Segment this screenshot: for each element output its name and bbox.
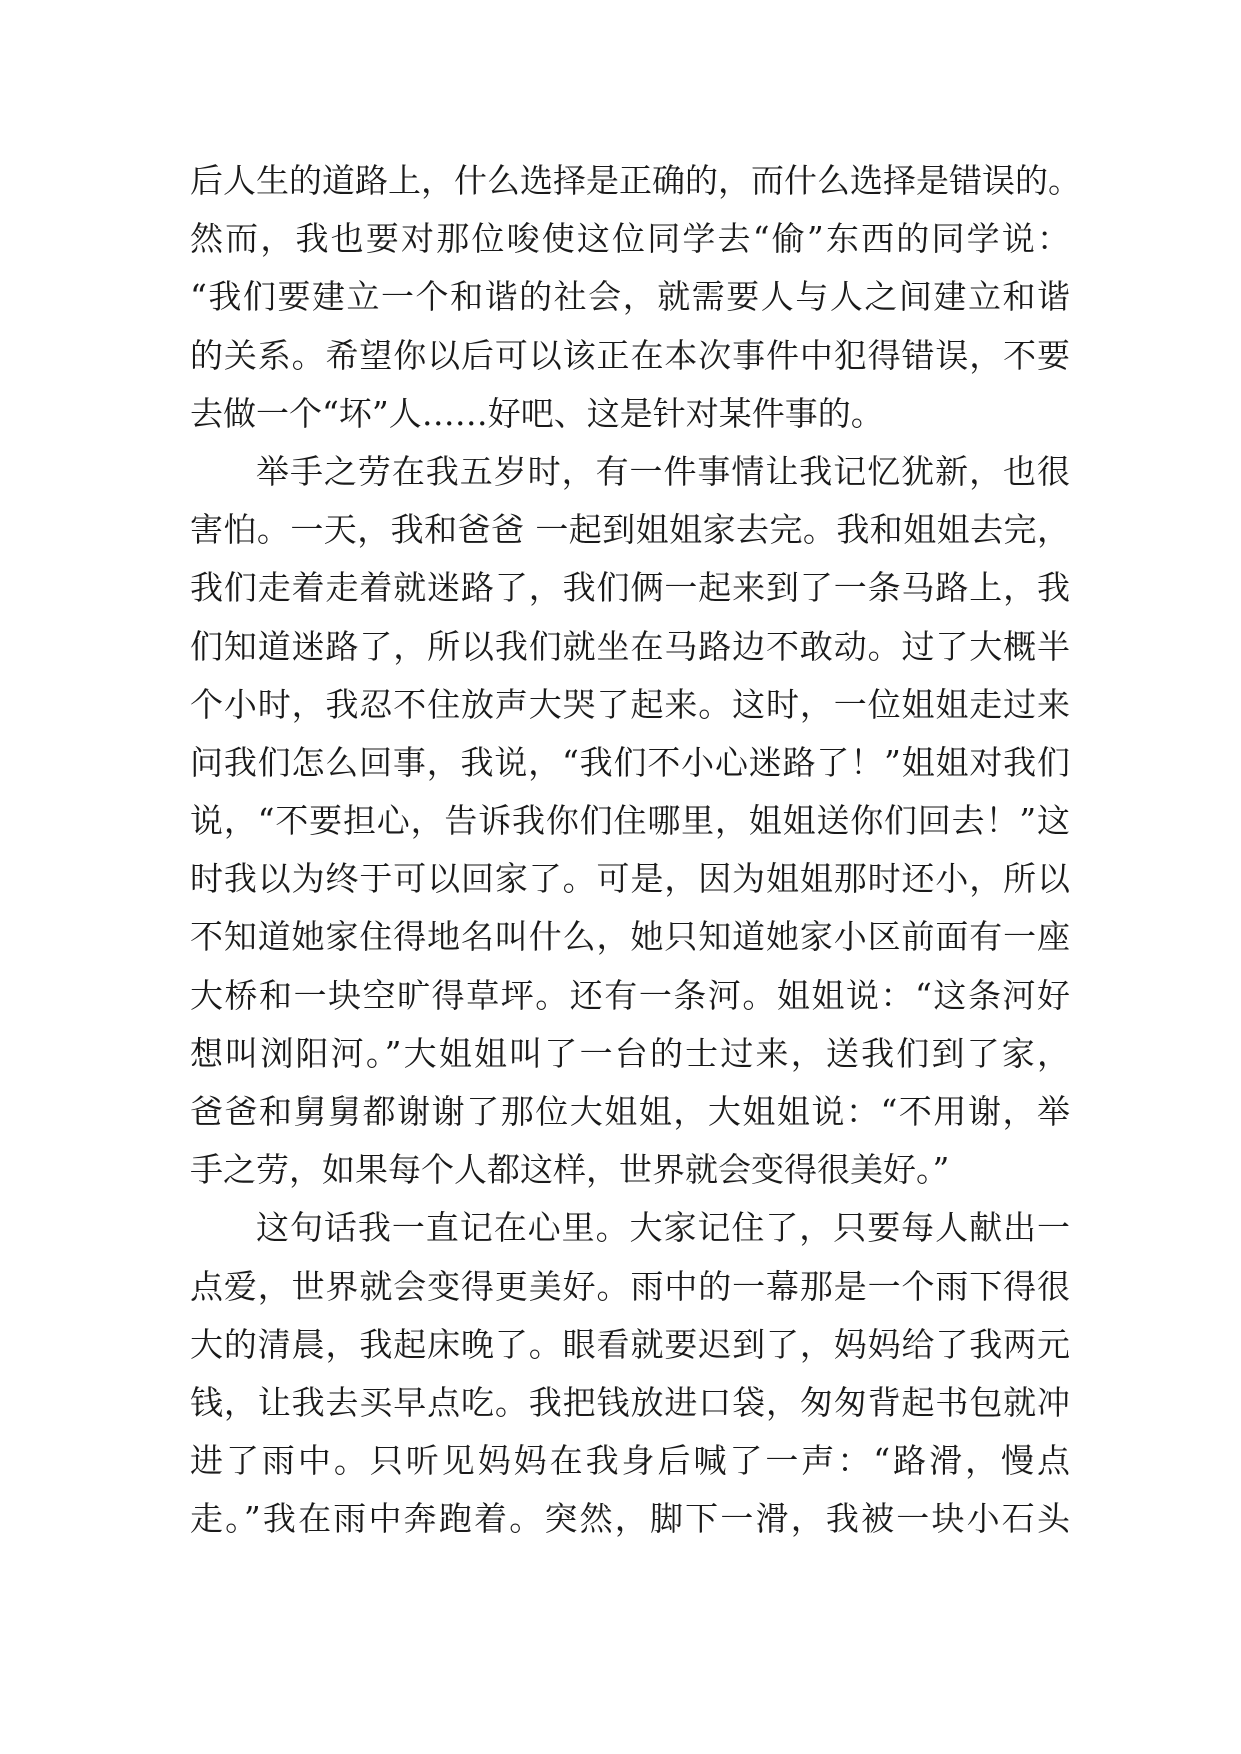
text-line: 然而，我也要对那位唆使这位同学去“偷”东西的同学说： — [190, 219, 1070, 259]
text-line: 去做一个“坏”人……好吧、这是针对某件事的。 — [190, 393, 884, 433]
text-line: 想叫浏阳河。”大姐姐叫了一台的士过来，送我们到了家， — [190, 1033, 1070, 1073]
text-line: 爸爸和舅舅都谢谢了那位大姐姐，大姐姐说：“不用谢，举 — [190, 1092, 1070, 1131]
text-line: 后人生的道路上，什么选择是正确的，而什么选择是错误的。 — [190, 161, 1081, 200]
text-line: 我们走着走着就迷路了，我们俩一起来到了一条马路上，我 — [190, 568, 1070, 608]
text-line: 个小时，我忍不住放声大哭了起来。这时，一位姐姐走过来 — [190, 684, 1070, 724]
text-line: 说，“不要担心，告诉我你们住哪里，姐姐送你们回去！”这 — [190, 801, 1070, 841]
text-line: 大桥和一块空旷得草坪。还有一条河。姐姐说：“这条河好 — [190, 975, 1070, 1015]
text-line: 的关系。希望你以后可以该正在本次事件中犯得错误，不要 — [190, 335, 1070, 375]
text-line: 点爱，世界就会变得更美好。雨中的一幕那是一个雨下得很 — [190, 1266, 1070, 1306]
text-line: 问我们怎么回事，我说，“我们不小心迷路了！”姐姐对我们 — [190, 742, 1070, 782]
paragraph-first-line: 举手之劳在我五岁时，有一件事情让我记忆犹新，也很 — [256, 451, 1070, 491]
text-line: 进了雨中。只听见妈妈在我身后喊了一声：“路滑，慢点 — [190, 1441, 1070, 1481]
text-line: 不知道她家住得地名叫什么，她只知道她家小区前面有一座 — [190, 917, 1070, 957]
text-line: 害怕。一天，我和爸爸 一起到姐姐家去完。我和姐姐去完， — [190, 510, 1070, 550]
text-line: 时我以为终于可以回家了。可是，因为姐姐那时还小，所以 — [190, 859, 1070, 899]
text-line: “我们要建立一个和谐的社会，就需要人与人之间建立和谐 — [190, 277, 1070, 317]
text-line: 手之劳，如果每个人都这样，世界就会变得很美好。” — [190, 1150, 950, 1190]
text-line: 走。”我在雨中奔跑着。突然，脚下一滑，我被一块小石头 — [190, 1499, 1070, 1539]
paragraph-first-line: 这句话我一直记在心里。大家记住了，只要每人献出一 — [256, 1208, 1070, 1248]
essay-body — [190, 152, 1081, 1549]
text-line: 钱，让我去买早点吃。我把钱放进口袋，匆匆背起书包就冲 — [190, 1382, 1070, 1422]
text-line: 们知道迷路了，所以我们就坐在马路边不敢动。过了大概半 — [190, 626, 1070, 666]
text-line: 大的清晨，我起床晚了。眼看就要迟到了，妈妈给了我两元 — [190, 1324, 1070, 1364]
